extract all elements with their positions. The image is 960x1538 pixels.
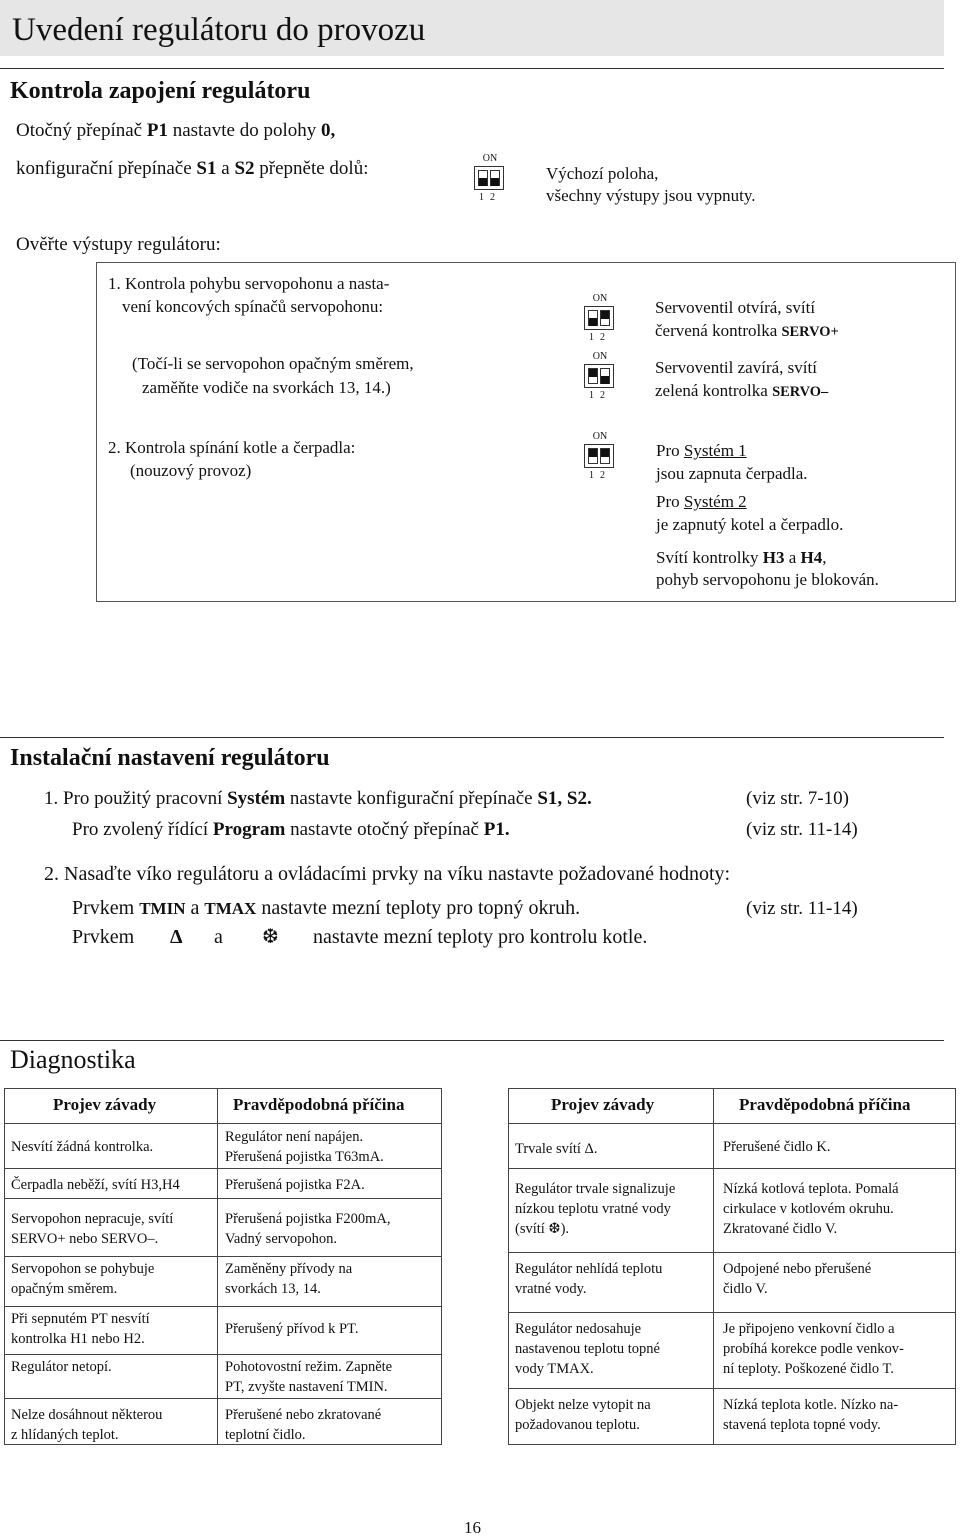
item1-note-1: (Točí-li se servopohon opačným směrem, bbox=[132, 354, 414, 373]
table-row: Trvale svítí Δ. bbox=[515, 1141, 598, 1157]
section-heading-wiring-check: Kontrola zapojení regulátoru bbox=[10, 78, 311, 104]
install-row-5-label: Prvkem bbox=[72, 926, 135, 948]
install-row-3: 2. Nasaďte víko regulátoru a ovládacími prvky na víku nastavte požadované hodnoty: bbox=[44, 863, 731, 885]
system2-line-1: Pro Systém 2 bbox=[656, 492, 747, 511]
page-title: Uvedení regulátoru do provozu bbox=[12, 12, 426, 48]
table-row: Čerpadla neběží, svítí H3,H4 bbox=[11, 1177, 180, 1193]
system1-line-2: jsou zapnuta čerpadla. bbox=[656, 464, 808, 483]
table-row: Servopohon se pohybuje bbox=[11, 1261, 155, 1277]
dip-switch-servo-open: ON 12 bbox=[575, 294, 625, 346]
install-row-4: Prvkem TMIN a TMAX nastavte mezní teploty pro topný okruh. bbox=[72, 897, 581, 919]
diag-rule bbox=[0, 1040, 944, 1041]
diag-table-left-header bbox=[5, 1089, 441, 1124]
default-note-line-2: všechny výstupy jsou vypnuty. bbox=[546, 186, 756, 205]
servo-close-line-1: Servoventil zavírá, svítí bbox=[655, 358, 817, 377]
install-row-5-text: nastavte mezní teploty pro kontrolu kotle. bbox=[313, 926, 648, 948]
table-row: Objekt nelze vytopit na bbox=[515, 1397, 651, 1413]
diag-table-right-header bbox=[509, 1089, 955, 1124]
item2-line-1: 2. Kontrola spínání kotle a čerpadla: bbox=[108, 438, 356, 457]
diag-table-right: Projev závady Pravděpodobná příčina Trvale svítí Δ. Přerušené čidlo K. Regulátor trvale signalizuje nízkou teplotu vratné vody (svítí ❆). Nízká kotlová teplota. Pomalá cirkulace v kotlovém okruhu. Zkratované čidlo V. Regulátor nehlídá teplotu vratné vody. Odpojené nebo přerušené čidlo V. Regulátor nedosahuje nastavenou teplotu topné vody TMAX. Je připojeno venkovní čidlo a probíhá korekce podle venkov- ní teploty. Poškozené čidlo T. Objekt nelze vytopit na požadovanou teplotu. Nízká teplota kotle. Nízko na- stavená teplota topné vody. bbox=[508, 1088, 956, 1445]
table-row: Regulátor nehlídá teplotu bbox=[515, 1261, 663, 1277]
col-header-cause: Pravděpodobná příčina bbox=[233, 1095, 405, 1114]
col-header-cause: Pravděpodobná příčina bbox=[739, 1095, 911, 1114]
item1-line-2: vení koncových spínačů servopohonu: bbox=[122, 297, 384, 316]
diag-table-left: Projev závady Pravděpodobná příčina Nesvítí žádná kontrolka. Regulátor není napájen. Přerušená pojistka T63mA. Čerpadla neběží, svítí H3,H4 Přerušená pojistka F2A. Servopohon nepracuje, svítí SERVO+ nebo SERVO–. Přerušená pojistka F200mA, Vadný servopohon. Servopohon se pohybuje opačným směrem. Zaměněny přívody na svorkách 13, 14. Při sepnutém PT nesvítí kontrolka H1 nebo H2. Přerušený přívod k PT. Regulátor netopí. Pohotovostní režim. Zapněte PT, zvyšte nastavení TMIN. Nelze dosáhnout některou z hlídaných teplot. Přerušené nebo zkratované teplotní čidlo. bbox=[4, 1088, 442, 1445]
item1-line-1: 1. Kontrola pohybu servopohonu a nasta- bbox=[108, 274, 390, 293]
servo-close-line-2: zelená kontrolka SERVO– bbox=[655, 381, 829, 400]
install-rule bbox=[0, 737, 944, 738]
col-header-symptom: Projev závady bbox=[551, 1095, 655, 1114]
install-row-5-conj: a bbox=[214, 926, 223, 948]
table-row: Při sepnutém PT nesvítí bbox=[11, 1311, 150, 1327]
section-heading-diagnostics: Diagnostika bbox=[10, 1045, 136, 1074]
leds-line-1: Svítí kontrolky H3 a H4, bbox=[656, 548, 827, 567]
section-heading-installation: Instalační nastavení regulátoru bbox=[10, 745, 330, 771]
install-row-1: 1. Pro použitý pracovní Systém nastavte konfigurační přepínače S1, S2. bbox=[44, 788, 592, 809]
dip-switch-default: ON 12 bbox=[465, 154, 515, 206]
install-row-2: Pro zvolený řídící Program nastavte otočný přepínač P1. bbox=[72, 819, 510, 840]
instruction-line-1: Otočný přepínač P1 nastavte do polohy 0, bbox=[16, 120, 336, 141]
install-row-1-ref: (viz str. 7-10) bbox=[746, 788, 849, 809]
instruction-line-2: konfigurační přepínače S1 a S2 přepněte dolů: bbox=[16, 158, 369, 179]
table-row: Servopohon nepracuje, svítí bbox=[11, 1211, 174, 1227]
item2-line-2: (nouzový provoz) bbox=[130, 461, 252, 480]
table-row: Regulátor netopí. bbox=[11, 1359, 112, 1375]
table-row: Nesvítí žádná kontrolka. bbox=[11, 1139, 154, 1155]
snowflake-icon: ❆ bbox=[262, 926, 279, 948]
table-row: Nelze dosáhnout některou bbox=[11, 1407, 163, 1423]
dip-switch-servo-close: ON 12 bbox=[575, 352, 625, 404]
item1-note-2: zaměňte vodiče na svorkách 13, 14.) bbox=[142, 378, 391, 397]
servo-open-line-2: červená kontrolka SERVO+ bbox=[655, 321, 839, 340]
table-row: Regulátor nedosahuje bbox=[515, 1321, 642, 1337]
install-row-4-ref: (viz str. 11-14) bbox=[746, 898, 858, 919]
system1-line-1: Pro Systém 1 bbox=[656, 441, 747, 460]
delta-icon: Δ bbox=[170, 926, 183, 948]
system2-line-2: je zapnutý kotel a čerpadlo. bbox=[656, 515, 844, 534]
servo-open-line-1: Servoventil otvírá, svítí bbox=[655, 298, 816, 317]
col-header-symptom: Projev závady bbox=[53, 1095, 157, 1114]
page-number: 16 bbox=[464, 1518, 481, 1537]
dip-switch-emergency: ON 12 bbox=[575, 432, 625, 484]
leds-line-2: pohyb servopohonu je blokován. bbox=[656, 570, 879, 589]
verify-outputs-label: Ověřte výstupy regulátoru: bbox=[16, 234, 221, 255]
default-note-line-1: Výchozí poloha, bbox=[546, 164, 659, 183]
title-rule bbox=[0, 68, 944, 69]
install-row-2-ref: (viz str. 11-14) bbox=[746, 819, 858, 840]
table-row: Regulátor trvale signalizuje bbox=[515, 1181, 676, 1197]
